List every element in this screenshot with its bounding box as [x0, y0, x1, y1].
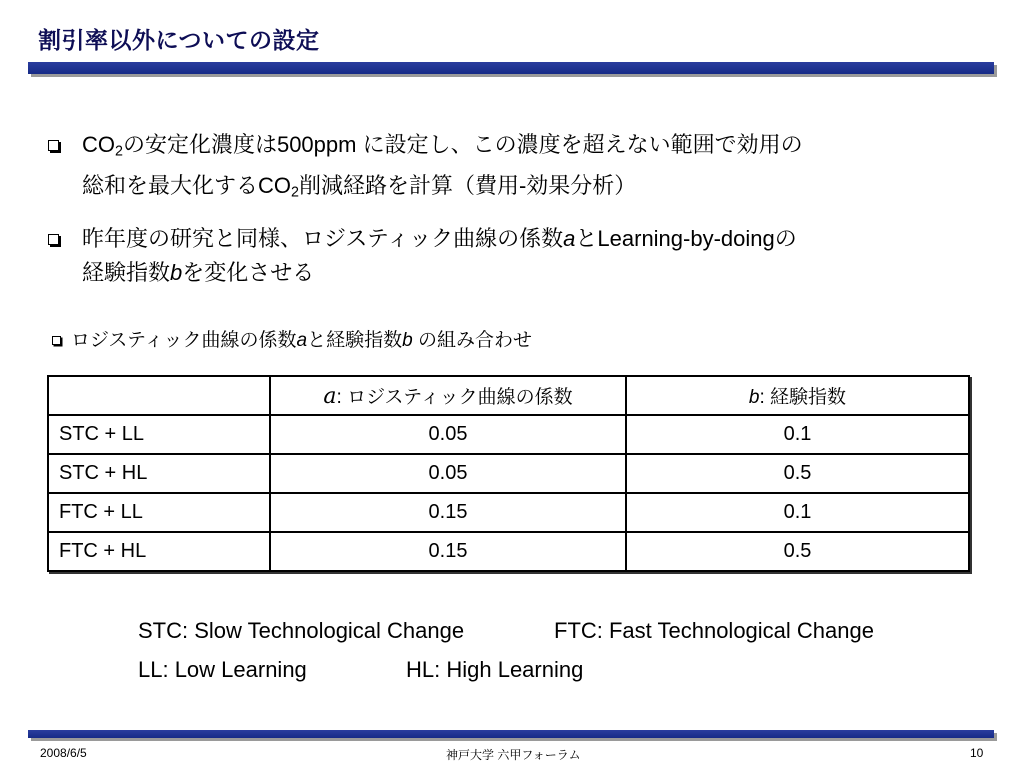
row-label: STC + HL — [48, 454, 270, 493]
table-row — [48, 493, 969, 532]
bullet2-line2-a: 経験指数 — [82, 260, 171, 285]
bullet2-line1-b: とLearning-by-doingの — [575, 226, 797, 251]
row-label: FTC + LL — [48, 493, 270, 532]
bullet2-var-a: a — [563, 226, 576, 251]
header-a-symbol: a — [323, 384, 337, 409]
bullet-parameters — [48, 222, 978, 290]
bullet2-var-b: b — [170, 260, 183, 285]
footer-date: 2008/6/5 — [40, 746, 87, 760]
parameter-table — [47, 375, 970, 572]
row-b-value: 0.1 — [626, 493, 969, 532]
bullet-co2-target — [48, 128, 978, 209]
row-label: FTC + HL — [48, 532, 270, 571]
caption-part3: の組み合わせ — [412, 330, 532, 351]
bullet-square-icon — [52, 336, 61, 345]
row-a-value: 0.05 — [270, 454, 626, 493]
bullet-square-icon — [48, 140, 59, 151]
header-b-symbol: b — [748, 387, 760, 408]
row-a-value: 0.15 — [270, 532, 626, 571]
table-row — [48, 532, 969, 571]
row-a-value: 0.15 — [270, 493, 626, 532]
header-experience-index — [626, 376, 969, 415]
header-a-text: : ロジスティック曲線の係数 — [336, 387, 573, 408]
footer-organization: 神戸大学 六甲フォーラム — [446, 748, 581, 762]
bullet-square-icon — [48, 234, 59, 245]
header-b-text: : 経験指数 — [759, 387, 847, 408]
footer-rule — [28, 730, 994, 738]
caption-var-a: a — [296, 330, 308, 351]
table-header-row — [48, 376, 969, 415]
row-b-value: 0.1 — [626, 415, 969, 454]
legend-ll: LL: Low Learning — [138, 657, 307, 682]
table-caption — [52, 326, 532, 356]
row-b-value: 0.5 — [626, 532, 969, 571]
bullet1-line1-a: CO — [82, 132, 115, 157]
bullet1-line2-b: 削減経路を計算（費用-効果分析） — [298, 172, 637, 198]
title-rule — [28, 62, 994, 74]
legend-hl: HL: High Learning — [406, 657, 584, 682]
legend-ftc: FTC: Fast Technological Change — [554, 618, 874, 643]
caption-part1: ロジスティック曲線の係数 — [71, 330, 297, 351]
table-row — [48, 415, 969, 454]
row-label: STC + LL — [48, 415, 270, 454]
bullet2-line1-a: 昨年度の研究と同様、ロジスティック曲線の係数 — [82, 226, 564, 251]
header-logistic-coefficient — [270, 376, 626, 415]
caption-var-b: b — [402, 330, 413, 351]
bullet1-line1-b: の安定化濃度は500ppm に設定し、この濃度を超えない範囲で効用の — [122, 132, 803, 157]
header-empty-cell — [48, 376, 270, 415]
table-row — [48, 454, 969, 493]
bullet2-line2-b: を変化させる — [182, 260, 315, 285]
bullet1-line1-sub: 2 — [115, 143, 123, 160]
slide-title: 割引率以外についての設定 — [38, 27, 320, 53]
legend-stc: STC: Slow Technological Change — [138, 618, 465, 643]
row-b-value: 0.5 — [626, 454, 969, 493]
row-a-value: 0.05 — [270, 415, 626, 454]
footer-page-number: 10 — [970, 746, 984, 760]
bullet1-line2-a: 総和を最大化するCO — [82, 172, 292, 198]
caption-part2: と経験指数 — [307, 330, 403, 351]
bullet1-line2-sub: 2 — [291, 184, 299, 201]
